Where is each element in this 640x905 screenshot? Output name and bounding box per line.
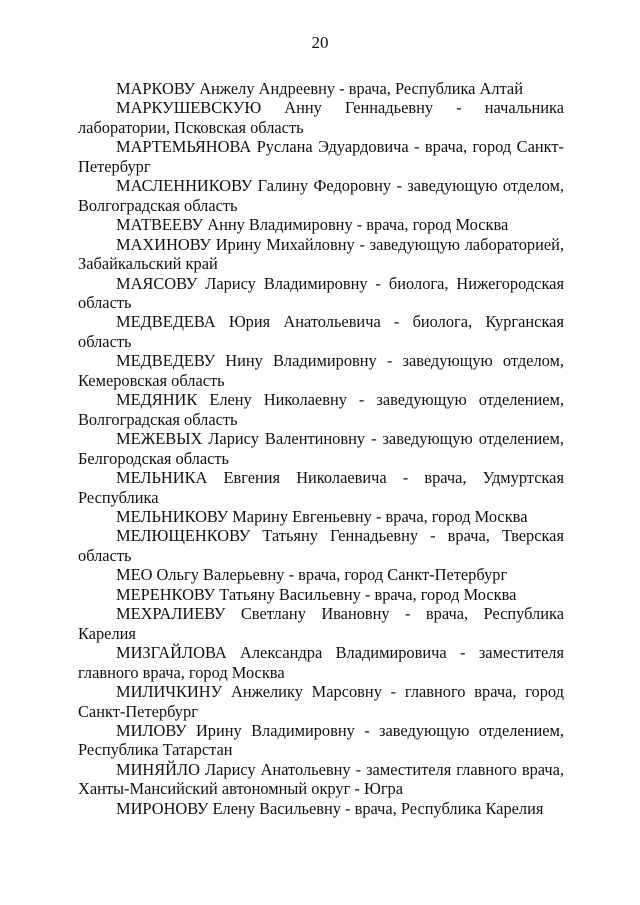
list-item: МЕДВЕДЕВА Юрия Анатольевича - биолога, Курганская область [78, 312, 564, 351]
list-item: МАЯСОВУ Ларису Владимировну - биолога, Нижегородская область [78, 273, 564, 312]
list-item: МАРКУШЕВСКУЮ Анну Геннадьевну - начальника лаборатории, Псковская область [78, 98, 564, 137]
list-item: МЕДЯНИК Елену Николаевну - заведующую отделением, Волгоградская область [78, 390, 564, 429]
list-item: МАТВЕЕВУ Анну Владимировну - врача, город Москва [116, 215, 509, 235]
list-item: МЕО Ольгу Валерьевну - врача, город Санкт-Петербург [116, 565, 508, 585]
list-item: МЕХРАЛИЕВУ Светлану Ивановну - врача, Республика Карелия [78, 604, 564, 643]
awardee-list [78, 79, 564, 818]
list-item: МЕРЕНКОВУ Татьяну Васильевну - врача, город Москва [116, 584, 517, 604]
list-item: МЕЛЬНИКА Евгения Николаевича - врача, Удмуртская Республика [78, 468, 564, 507]
list-item: МАСЛЕННИКОВУ Галину Федоровну - заведующую отделом, Волгоградская область [78, 176, 564, 215]
page-number: 20 [311, 33, 329, 52]
list-item: МАРТЕМЬЯНОВА Руслана Эдуардовича - врача, город Санкт-Петербург [78, 137, 564, 176]
list-item: МЕЛЬНИКОВУ Марину Евгеньевну - врача, город Москва [116, 506, 528, 526]
list-item: МЕЛЮЩЕНКОВУ Татьяну Геннадьевну - врача, Тверская область [78, 526, 564, 565]
list-item: МЕДВЕДЕВУ Нину Владимировну - заведующую отделом, Кемеровская область [78, 351, 564, 390]
list-item: МИРОНОВУ Елену Васильевну - врача, Республика Карелия [116, 798, 544, 818]
list-item: МИЛИЧКИНУ Анжелику Марсовну - главного врача, город Санкт-Петербург [78, 682, 564, 721]
list-item: МИЗГАЙЛОВА Александра Владимировича - заместителя главного врача, город Москва [78, 643, 564, 682]
list-item: МЕЖЕВЫХ Ларису Валентиновну - заведующую отделением, Белгородская область [78, 429, 564, 468]
list-item: МИНЯЙЛО Ларису Анатольевну - заместителя главного врача, Ханты-Мансийский автономный округ - Югра [78, 759, 564, 799]
list-item: МАРКОВУ Анжелу Андреевну - врача, Республика Алтай [116, 79, 523, 98]
list-item: МИЛОВУ Ирину Владимировну - заведующую отделением, Республика Татарстан [78, 720, 564, 760]
list-item: МАХИНОВУ Ирину Михайловну - заведующую лабораторией, Забайкальский край [78, 234, 564, 274]
